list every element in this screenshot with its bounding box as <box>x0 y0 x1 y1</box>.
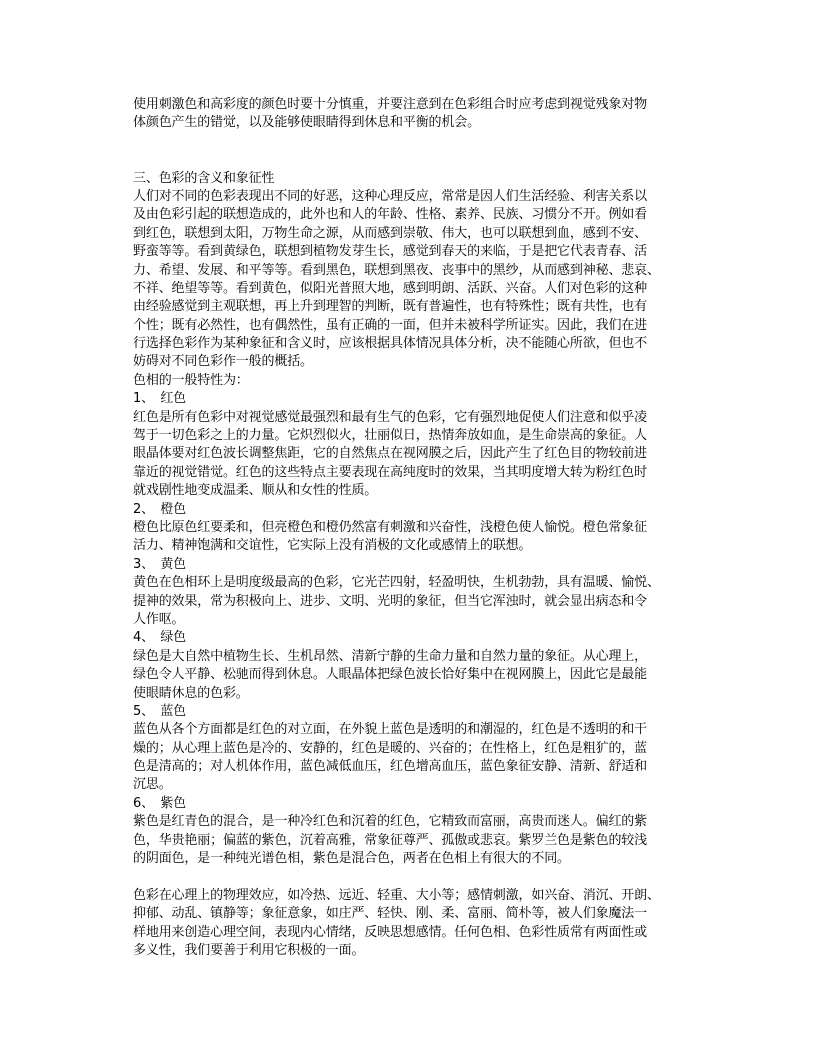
paragraph-line: 绿色是大自然中植物生长、生机昂然、清新宁静的生命力量和自然力量的象征。从心理上， <box>133 648 648 664</box>
paragraph-line: 色相的一般特性为： <box>133 372 249 388</box>
list-heading: 2、 橙色 <box>133 501 187 517</box>
paragraph-line: 眼晶体要对红色波长调整焦距，它的自然焦点在视网膜之后，因此产生了红色目的物较前进 <box>133 446 648 462</box>
paragraph-line: 野蛮等等。看到黄绿色，联想到植物发芽生长，感觉到春天的来临，于是把它代表青春、活 <box>133 244 648 260</box>
paragraph-line: 到红色，联想到太阳，万物生命之源，从而感到崇敬、伟大，也可以联想到血，感到不安、 <box>133 225 648 241</box>
paragraph-line: 妨碍对不同色彩作一般的概括。 <box>133 354 313 370</box>
paragraph-line: 多义性，我们要善于利用它积极的一面。 <box>133 942 365 958</box>
paragraph-line: 驾于一切色彩之上的力量。它炽烈似火，壮丽似日，热情奔放如血，是生命崇高的象征。人 <box>133 428 648 444</box>
list-heading: 4、 绿色 <box>133 630 187 646</box>
paragraph-line: 红色是所有色彩中对视觉感觉最强烈和最有生气的色彩，它有强烈地促使人们注意和似乎凌 <box>133 409 648 425</box>
paragraph-line: 色彩在心理上的物理效应，如冷热、远近、轻重、大小等；感情刺激，如兴奋、消沉、开朗、 <box>133 887 660 903</box>
paragraph-line: 使眼睛休息的色彩。 <box>133 685 249 701</box>
paragraph-line: 就戏剧性地变成温柔、顺从和女性的性质。 <box>133 483 378 499</box>
paragraph-line: 色是清高的；对人机体作用，蓝色减低血压，红色增高血压，蓝色象征安静、清新、舒适和 <box>133 759 648 775</box>
paragraph-line: 橙色比原色红要柔和，但亮橙色和橙仍然富有刺激和兴奋性，浅橙色使人愉悦。橙色常象征 <box>133 519 648 535</box>
paragraph-line: 沉思。 <box>133 777 172 793</box>
paragraph-line: 抑郁、动乱、镇静等；象征意象，如庄严、轻快、刚、柔、富丽、简朴等，被人们象魔法一 <box>133 906 648 922</box>
paragraph-line: 蓝色从各个方面都是红色的对立面，在外貌上蓝色是透明的和潮湿的，红色是不透明的和干 <box>133 722 648 738</box>
paragraph-line: 绿色令人平静、松驰而得到休息。人眼晶体把绿色波长恰好集中在视网膜上，因此它是最能 <box>133 667 648 683</box>
paragraph-line: 体颜色产生的错觉，以及能够使眼睛得到休息和平衡的机会。 <box>133 115 480 131</box>
list-heading: 3、 黄色 <box>133 556 187 572</box>
paragraph-line: 不祥、绝望等等。看到黄色，似阳光普照大地，感到明朗、活跃、兴奋。人们对色彩的这种 <box>133 280 648 296</box>
list-heading: 6、 紫色 <box>133 795 187 811</box>
paragraph-line: 行选择色彩作为某种象征和含义时，应该根据具体情况具体分析，决不能随心所欲，但也不 <box>133 336 648 352</box>
paragraph-line: 由经验感觉到主观联想，再上升到理智的判断，既有普遍性，也有特殊性；既有共性，也有 <box>133 299 648 315</box>
paragraph-line: 色，华贵艳丽；偏蓝的紫色，沉着高雅，常象征尊严、孤傲或悲哀。紫罗兰色是紫色的较浅 <box>133 832 648 848</box>
paragraph-line: 样地用来创造心理空间，表现内心情绪，反映思想感情。任何色相、色彩性质常有两面性或 <box>133 924 648 940</box>
list-heading: 1、 红色 <box>133 391 187 407</box>
section-heading: 三、色彩的含义和象征性 <box>133 170 275 186</box>
document-text <box>133 96 693 960</box>
paragraph-line: 及由色彩引起的联想造成的，此外也和人的年龄、性格、素养、民族、习惯分不开。例如看 <box>133 207 648 223</box>
paragraph-line: 提神的效果，常为积极向上、进步、文明、光明的象征，但当它浑浊时，就会显出病态和令 <box>133 593 648 609</box>
paragraph-line: 人作呕。 <box>133 611 185 627</box>
paragraph-line: 紫色是红青色的混合，是一种冷红色和沉着的红色，它精致而富丽，高贵而迷人。偏红的紫 <box>133 814 648 830</box>
paragraph-line: 使用刺激色和高彩度的颜色时要十分慎重，并要注意到在色彩组合时应考虑到视觉残象对物 <box>133 97 648 112</box>
paragraph-line: 的阴面色，是一种纯光谱色相，紫色是混合色，两者在色相上有很大的不同。 <box>133 851 570 867</box>
paragraph-line: 人们对不同的色彩表现出不同的好恶，这种心理反应，常常是因人们生活经验、利害关系以 <box>133 188 648 204</box>
paragraph-line: 力、希望、发展、和平等等。看到黑色，联想到黑夜、丧事中的黑纱，从而感到神秘、悲哀、 <box>133 262 660 278</box>
paragraph-line: 黄色在色相环上是明度级最高的色彩，它光芒四射，轻盈明快，生机勃勃，具有温暖、愉悦、 <box>133 575 660 591</box>
paragraph-line: 燥的；从心理上蓝色是冷的、安静的，红色是暖的、兴奋的；在性格上，红色是粗犷的，蓝 <box>133 740 648 756</box>
paragraph-line: 个性；既有必然性，也有偶然性，虽有正确的一面，但并未被科学所证实。因此，我们在进 <box>133 317 648 333</box>
paragraph-line: 活力、精神饱满和交谊性，它实际上没有消极的文化或感情上的联想。 <box>133 538 532 554</box>
list-heading: 5、 蓝色 <box>133 703 187 719</box>
paragraph-line: 靠近的视觉错觉。红色的这些特点主要表现在高纯度时的效果，当其明度增大转为粉红色时 <box>133 464 648 480</box>
